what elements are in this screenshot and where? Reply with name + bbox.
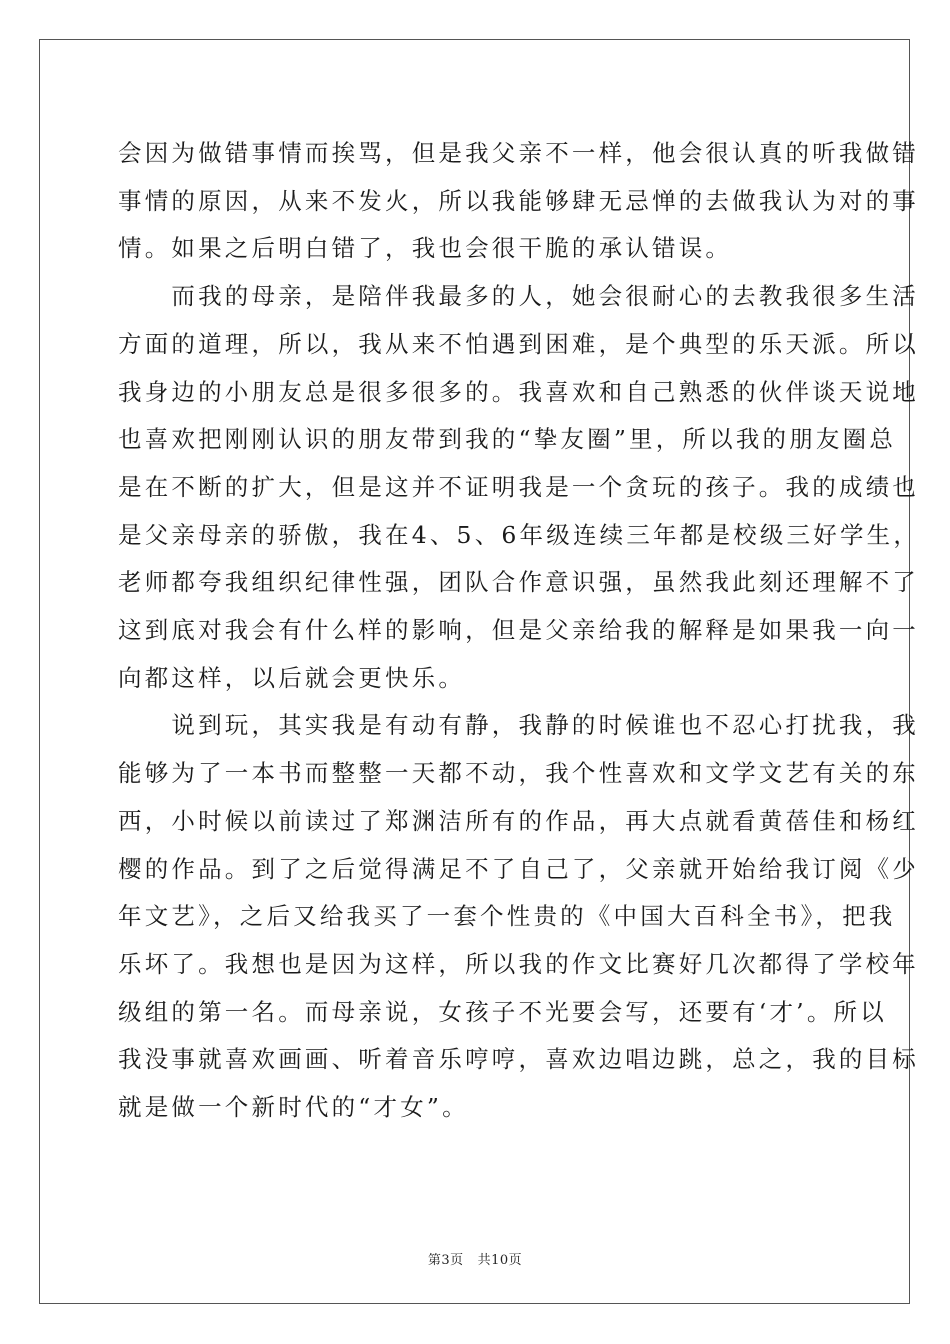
text-line: 情。如果之后明白错了，我也会很干脆的承认错误。 [118,234,733,263]
text-line: 就是做一个新时代的“才女”。 [118,1093,469,1122]
text-line: 这到底对我会有什么样的影响，但是父亲给我的解释是如果我一向一 [118,616,919,645]
text-line: 我没事就喜欢画画、听着音乐哼哼，喜欢边唱边跳，总之，我的目标 [118,1045,919,1074]
text-line: 会因为做错事情而挨骂，但是我父亲不一样，他会很认真的听我做错 [118,139,919,167]
text-line: 而我的母亲，是陪伴我最多的人，她会很耐心的去教我很多生活 [118,282,919,311]
page-number: 第3页 [427,1253,464,1268]
text-line: 乐坏了。我想也是因为这样，所以我的作文比赛好几次都得了学校年 [118,949,919,978]
text-line: 樱的作品。到了之后觉得满足不了自己了，父亲就开始给我订阅《少 [118,854,919,883]
text-line: 我身边的小朋友总是很多很多的。我喜欢和自己熟悉的伙伴谈天说地 [118,377,919,406]
text-line: 年文艺》，之后又给我买了一套个性贵的《中国大百科全书》，把我 [118,902,896,931]
text-line: 说到玩，其实我是有动有静，我静的时候谁也不忍心打扰我，我 [118,711,919,740]
text-line: 西，小时候以前读过了郑渊洁所有的作品，再大点就看黄蓓佳和杨红 [118,806,919,835]
document-body [118,130,921,1132]
text-line: 老师都夸我组织纪律性强，团队合作意识强，虽然我此刻还理解不了 [118,568,919,597]
text-line: 也喜欢把刚刚认识的朋友带到我的“挚友圈”里，所以我的朋友圈总 [118,425,897,454]
text-line: 是父亲母亲的骄傲，我在4、5、6年级连续三年都是校级三好学生， [118,520,921,549]
text-line: 是在不断的扩大，但是这并不证明我是一个贪玩的孩子。我的成绩也 [118,472,919,501]
page-total: 共10页 [477,1253,523,1268]
text-line: 级组的第一名。而母亲说，女孩子不光要会写，还要有‘才’。所以 [118,997,887,1026]
text-line: 方面的道理，所以，我从来不怕遇到困难，是个典型的乐天派。所以 [118,329,919,358]
text-line: 能够为了一本书而整整一天都不动，我个性喜欢和文学文艺有关的东 [118,759,919,788]
page-footer [0,1249,950,1268]
text-line: 向都这样，以后就会更快乐。 [118,663,466,692]
text-line: 事情的原因，从来不发火，所以我能够肆无忌惮的去做我认为对的事 [118,186,919,215]
